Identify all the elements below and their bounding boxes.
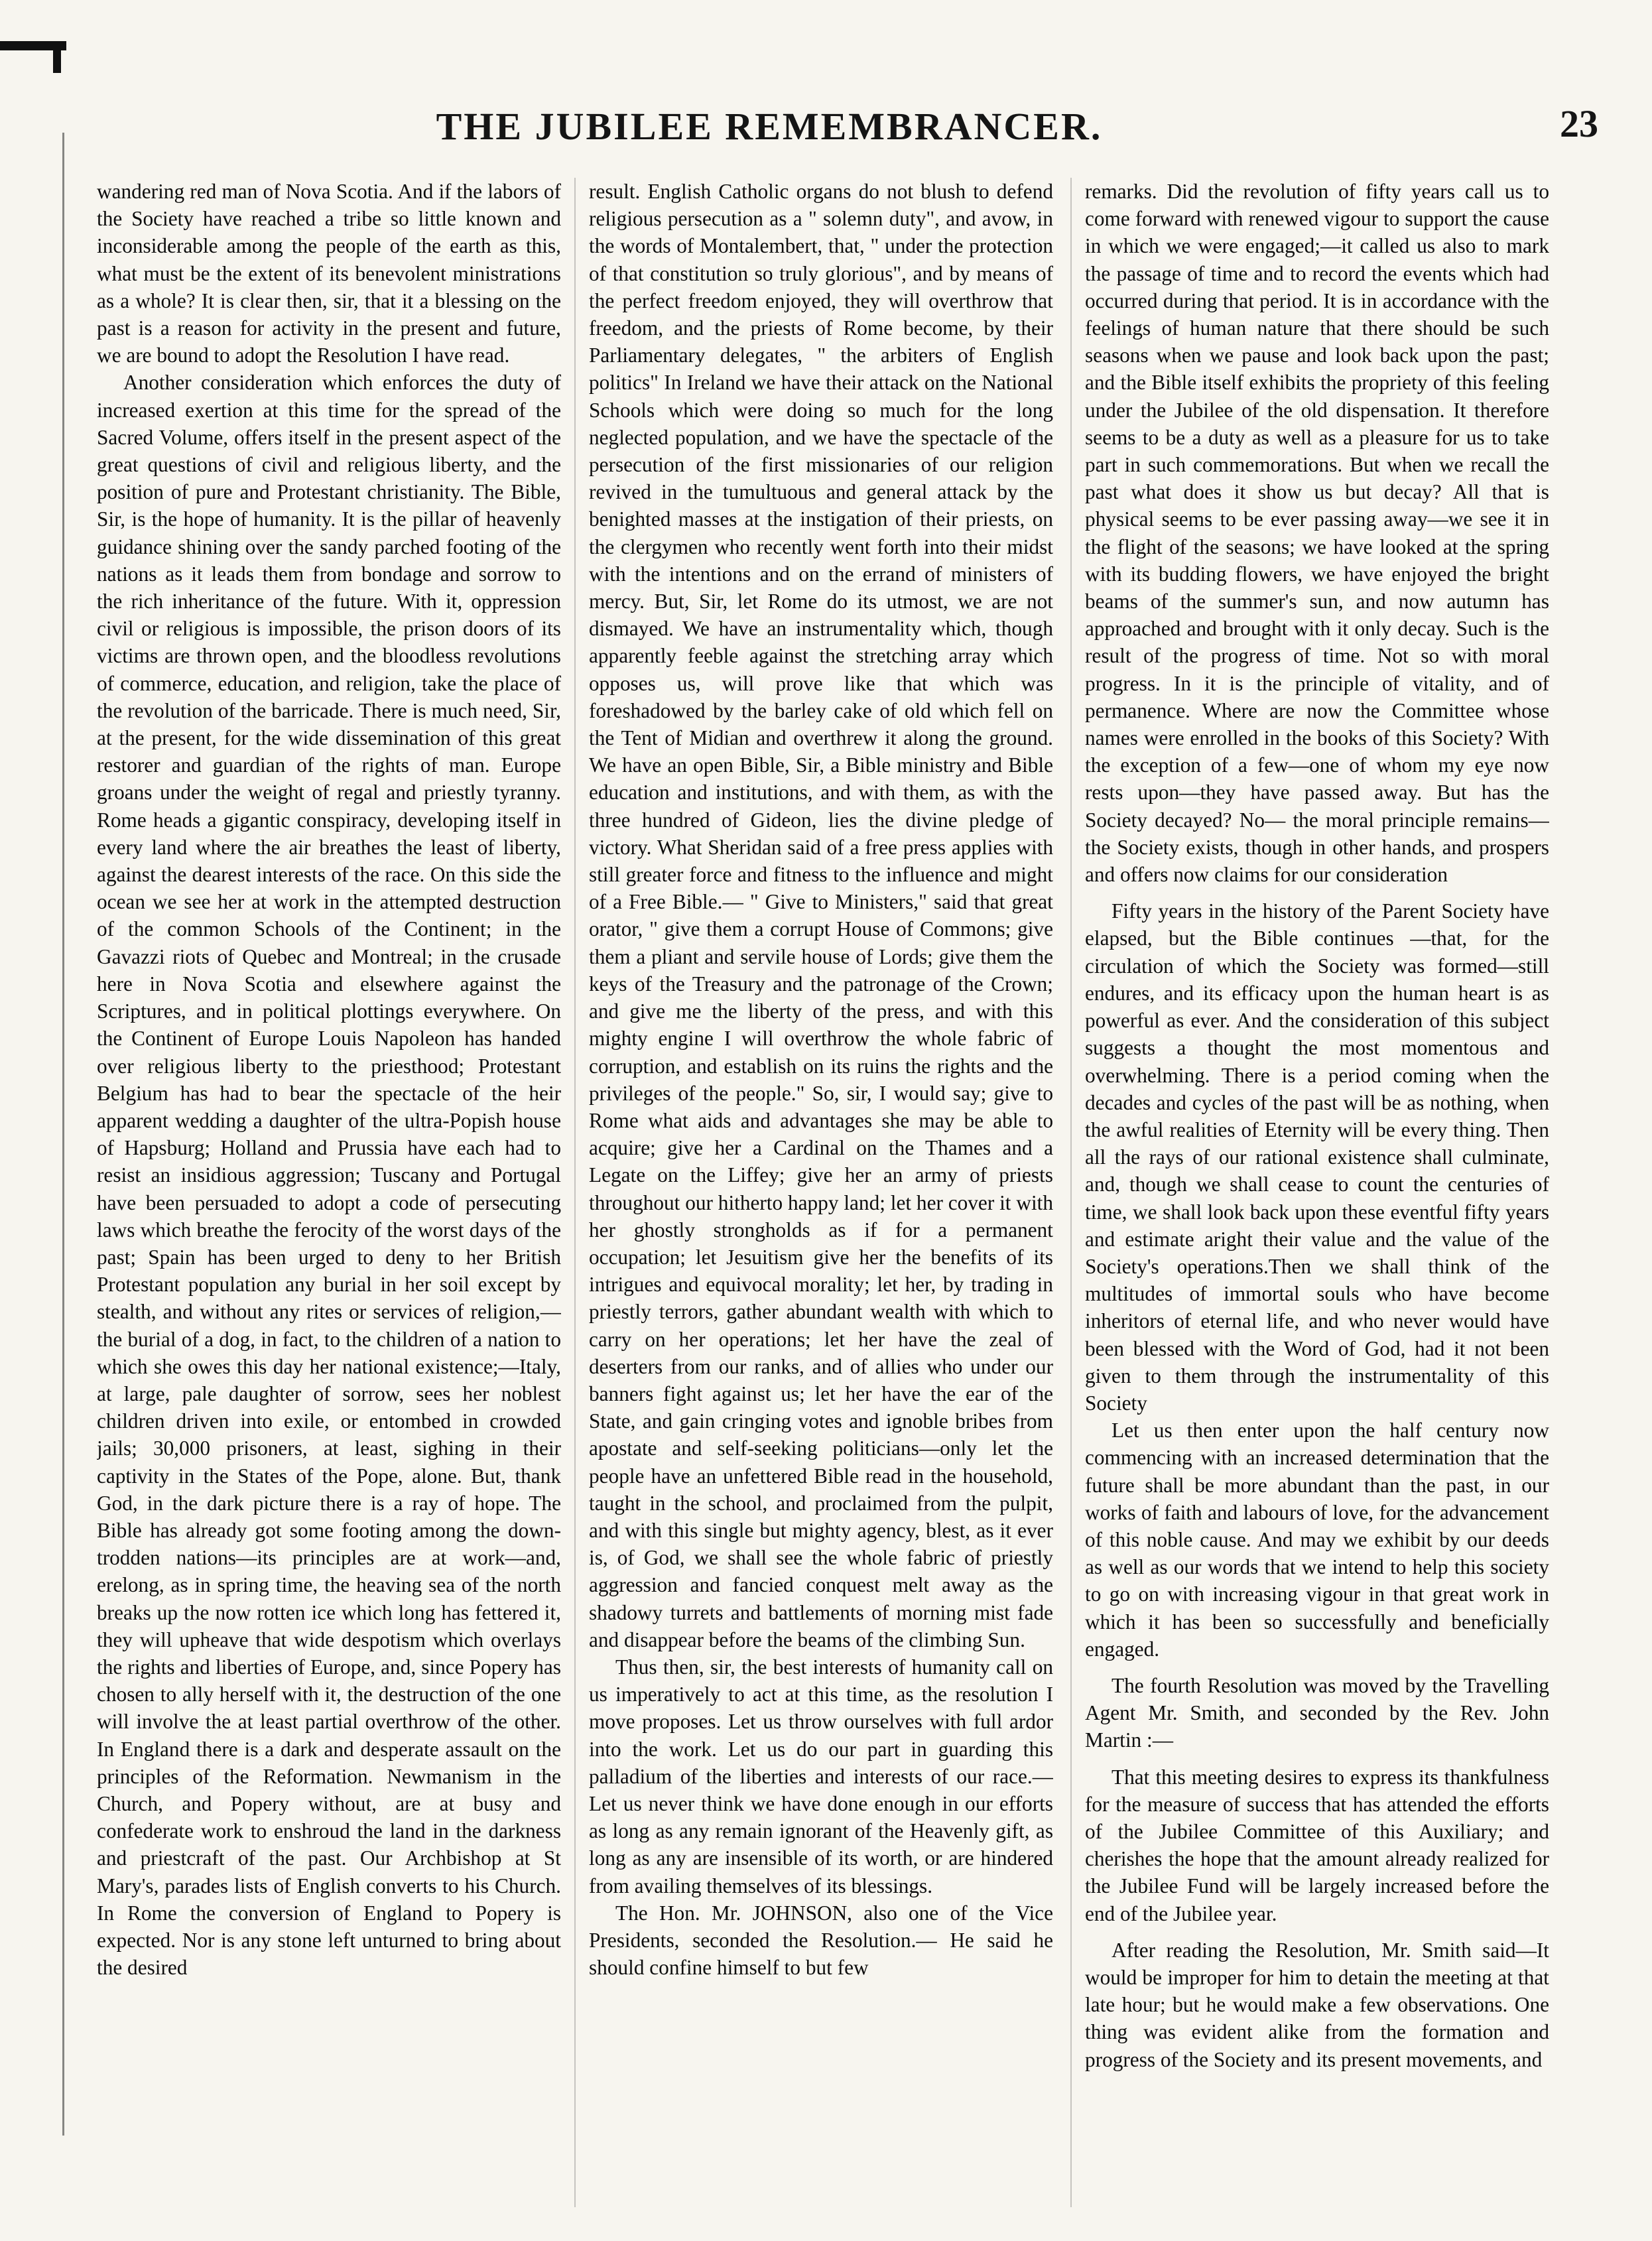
paragraph: The fourth Resolution was moved by the Travelling Agent Mr. Smith, and seconded by the Rev. John Martin :— (1085, 1673, 1549, 1752)
text-column-3 (1085, 178, 1549, 2207)
page-edge-rule (62, 133, 64, 2136)
paragraph: Fifty years in the history of the Parent Society have elapsed, but the Bible continues —that, for the circulation of which the Society was formed—still endures, and its efficacy upon the human heart is as powerful as ever. And the consideration of this subject suggests a thought the most momentous and overwhelming. There is a period coming when the decades and cycles of the past will be as nothing, when the awful realities of Eternity will be every thing. Then all the rays of our rational existence shall culminate, and, though we shall cease to count the centuries of time, we shall look back upon these eventful fifty years and estimate aright their value and the value of the Society's operations.Then we shall think of the multitudes of immortal souls who have become inheritors of eternal life, and who never would have been blessed with the Word of God, had it not been given to them through the instrumentality of this Society (1085, 899, 1549, 1415)
paragraph: Thus then, sir, the best interests of humanity call on us imperatively to act at this time, as the resolution I move proposes. Let us throw ourselves with full ardor into the work. Let us do our part in guarding this palladium of the liberties and interests of our race.— Let us never think we have done enough in our efforts as long as any remain ignorant of the Heavenly gift, as long as any are insensible of its worth, or are hindered from availing themselves of its blessings. (589, 1655, 1053, 1897)
column-rule (574, 178, 576, 2207)
paragraph: The Hon. Mr. JOHNSON, also one of the Vice Presidents, seconded the Resolution.— He said he should confine himself to but few (589, 1901, 1053, 1980)
paragraph: result. English Catholic organs do not blush to defend religious persecution as a " solemn duty", and avow, in the words of Montalembert, that, " under the protection of that constitution so truly glorious", and by means of the perfect freedom enjoyed, they will overthrow that freedom, and the priests of Rome become, by their Parliamentary delegates, " the arbiters of English politics" In Ireland we have their attack on the National Schools which were doing so much for the long neglected population, and we have the spectacle of the persecution of the first missionaries of our religion revived in the tumultuous and general attack by the benighted masses at the instigation of their priests, on the clergymen who recently went forth into their midst with the intentions and on the errand of ministers of mercy. But, Sir, let Rome do its utmost, we are not dismayed. We have an instrumentality which, though apparently feeble against the stretching array which opposes us, will prove like that which was foreshadowed by the barley cake of old which fell on the Tent of Midian and overthrew it along the ground. We have an open Bible, Sir, a Bible ministry and Bible education and institutions, and with them, as with the three hundred of Gideon, lies the divine pledge of victory. What Sheridan said of a free press applies with still greater force and fitness to the influence and might of a Free Bible.— " Give to Ministers," said that great orator, " give them a corrupt House of Commons; give them a pliant and servile house of Lords; give them the keys of the Treasury and the patronage of the Crown; and give me the liberty of the press, and with this mighty engine I will overthrow the whole fabric of corruption, and establish on its ruins the rights and the privileges of the people." So, sir, I would say; give to Rome what aids and advantages she may be able to acquire; give her a Cardinal on the Thames and a Legate on the Liffey; give her an army of priests throughout our hitherto happy land; let her cover it with her ghostly strongholds as if for a permanent occupation; let Jesuitism give her the benefits of its intrigues and equivocal morality; let her, by trading in priestly terrors, gather abundant wealth with which to carry on her operations; let her have the zeal of deserters from our ranks, and of allies who under our banners fight against us; let her have the ear of the State, and gain cringing votes and ignoble bribes from apostate and self-seeking politicians—only let the people have an unfettered Bible read in the household, taught in the school, and proclaimed from the pulpit, and with this single but mighty agency, blest, as it ever is, of God, we shall see the whole fabric of priestly aggression and fancied conquest melt away as the shadowy turrets and battlements of morning mist fade and disappear before the beams of the climbing Sun. (589, 180, 1053, 1651)
page-header (0, 99, 1652, 159)
page-number: 23 (1560, 102, 1598, 145)
paragraph: Let us then enter upon the half century now commencing with an increased determination that the future shall be more abundant than the past, in our works of faith and labours of love, for the advancement of this noble cause. And may we exhibit by our deeds as well as our words that we intend to help this society to go on with increasing vigour in that great work in which it has been so successfully and beneficially engaged. (1085, 1419, 1549, 1661)
running-title: THE JUBILEE REMEMBRANCER. (436, 105, 1103, 148)
column-rule (1070, 178, 1072, 2207)
text-column-2 (589, 178, 1053, 2207)
paragraph: After reading the Resolution, Mr. Smith said—It would be improper for him to detain the meeting at that late hour; but he would make a few observations. One thing was evident alike from the formation and progress of the Society and its present movements, and (1085, 1938, 1549, 2071)
text-column-1 (97, 178, 561, 2207)
paragraph: wandering red man of Nova Scotia. And if the labors of the Society have reached a tribe so little known and inconsiderable among the people of the earth as this, what must be the extent of its benevolent ministrations as a whole? It is clear then, sir, that it a blessing on the past is a reason for activity in the present and future, we are bound to adopt the Resolution I have read. (97, 180, 561, 367)
paragraph: remarks. Did the revolution of fifty years call us to come forward with renewed vigour to support the cause in which we were engaged;—it called us also to mark the passage of time and to record the events which had occurred during that period. It is in accordance with the feelings of human nature that there should be such seasons when we pause and look back upon the past; and the Bible itself exhibits the propriety of this feeling under the Jubilee of the old dispensation. It therefore seems to be a duty as well as a pleasure for us to take part in such commemorations. But when we recall the past what does it show us but decay? All that is physical seems to be ever passing away—we see it in the flight of the seasons; we have looked at the spring with its budding flowers, we have enjoyed the bright beams of the summer's sun, and now autumn has approached and brought with it only decay. Such is the result of the progress of time. Not so with moral progress. In it is the principle of vitality, and of permanence. Where are now the Committee whose names were enrolled in the books of this Society? With the exception of a few—one of whom my eye now rests upon—they have passed away. But has the Society decayed? No— the moral principle remains— the Society exists, though in other hands, and prospers and offers now claims for our consideration (1085, 180, 1549, 887)
scan-edge-mark (53, 46, 61, 73)
resolution-text: That this meeting desires to express its thankfulness for the measure of success that has attended the efforts of the Jubilee Committee of this Auxiliary; and cherishes the hope that the amount already realized for the Jubilee Fund will be largely increased before the end of the Jubilee year. (1085, 1765, 1549, 1925)
paragraph: Another consideration which enforces the duty of increased exertion at this time for the spread of the Sacred Volume, offers itself in the present aspect of the great questions of civil and religious liberty, and the position of pure and Protestant christianity. The Bible, Sir, is the hope of humanity. It is the pillar of heavenly guidance shining over the sandy parched footing of the nations as it leads them from bondage and sorrow to the rich inheritance of the future. With it, oppression civil or religious is impossible, the prison doors of its victims are thrown open, and the bloodless revolutions of commerce, education, and religion, take the place of the revolution of the barricade. There is much need, Sir, at the present, for the wide dissemination of this great restorer and guardian of the rights of man. Europe groans under the weight of regal and priestly tyranny. Rome heads a gigantic conspiracy, developing itself in every land where the air breathes the least of liberty, against the dearest interests of the race. On this side the ocean we see her at work in the attempted destruction of the common Schools of the Continent; in the Gavazzi riots of Quebec and Montreal; in the crusade here in Nova Scotia and elsewhere against the Scriptures, and in political plottings everywhere. On the Continent of Europe Louis Napoleon has handed over religious liberty to the priesthood; Protestant Belgium has had to bear the spectacle of the heir apparent wedding a daughter of the ultra-Popish house of Hapsburg; Holland and Prussia have each had to resist an insidious aggression; Tuscany and Portugal have been persuaded to adopt a code of persecuting laws which breathe the ferocity of the worst days of the past; Spain has been urged to deny to her British Protestant population any burial in her soil except by stealth, and without any rites or services of religion,—the burial of a dog, in fact, to the children of a nation to which she owes this day her national existence;—Italy, at large, pale daughter of sorrow, sees her noblest children driven into exile, or entombed in crowded jails; 30,000 prisoners, at least, sighing in their captivity in the States of the Pope, alone. But, thank God, in the dark picture there is a ray of hope. The Bible has already got some footing among the down-trodden nations—its principles are at work—and, erelong, as in spring time, the heaving sea of the north breaks up the now rotten ice which long has fettered it, they will upheave that wide despotism which overlays the rights and liberties of Europe, and, since Popery has chosen to ally herself with it, the destruction of the one will involve the at least partial overthrow of the other. In England there is a dark and desperate assault on the principles of the Reformation. Newmanism in the Church, and Popery without, are at busy and confederate work to enshroud the land in the darkness and priestcraft of the past. Our Archbishop at St Mary's, parades lists of English converts to his Church. In Rome the conversion of England to Popery is expected. Nor is any stone left unturned to bring about the desired (97, 371, 561, 1980)
